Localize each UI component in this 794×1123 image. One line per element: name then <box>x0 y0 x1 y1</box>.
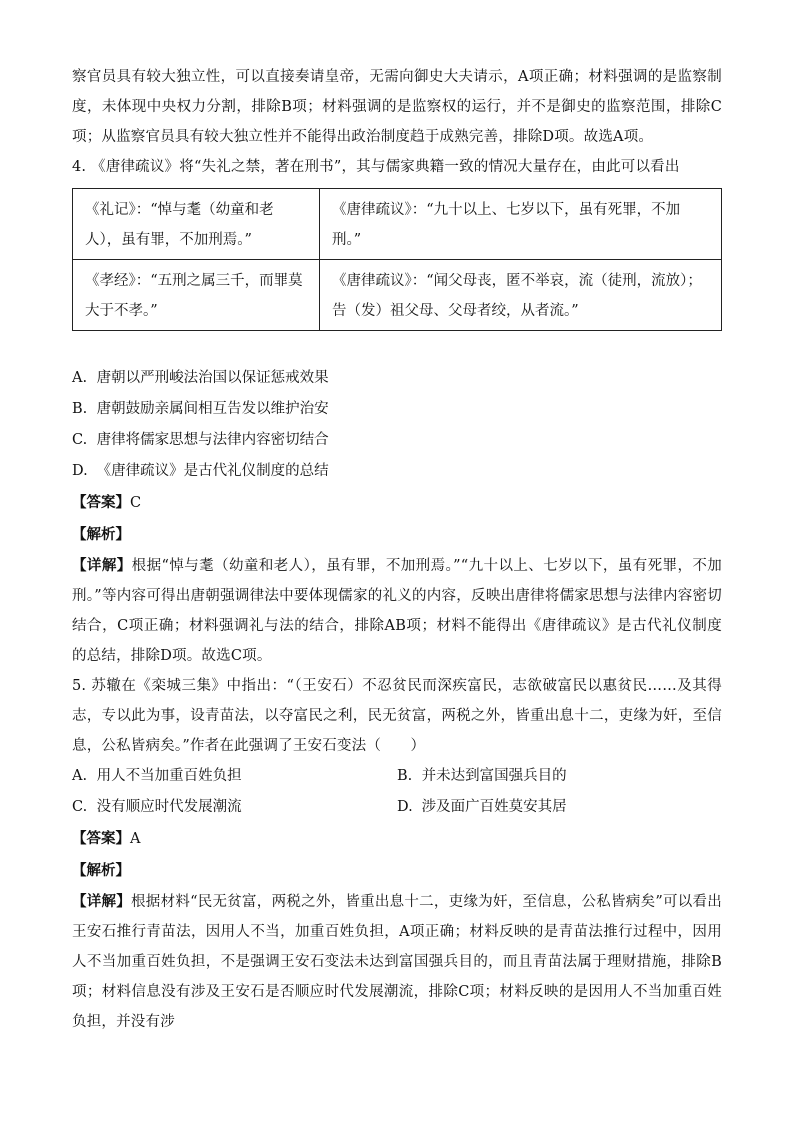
option-label: B. <box>72 401 88 417</box>
q4-answer <box>72 487 722 519</box>
table-cell: 《礼记》：“悼与耄（幼童和老人），虽有罪，不加刑焉。” <box>73 189 320 260</box>
table-cell: 《孝经》：“五刑之属三千，而罪莫大于不孝。” <box>73 260 320 331</box>
table-cell: 《唐律疏议》：“九十以上、七岁以下，虽有死罪，不加刑。” <box>320 189 722 260</box>
option-d <box>72 456 722 487</box>
option-text: 唐朝以严刑峻法治国以保证惩戒效果 <box>96 370 329 386</box>
q4-options <box>72 363 722 487</box>
answer-value: A <box>130 831 141 847</box>
q5-detail <box>72 887 722 1037</box>
option-text: 涉及面广百姓莫安其居 <box>421 799 567 815</box>
option-a <box>72 363 722 394</box>
detail-text: 根据材料“民无贫富，两税之外，皆重出息十二，吏缘为奸，至信息，公私皆病矣”可以看出王安石推行青苗法，因用人不当，加重百姓负担，A项正确；材料反映的是青苗法推行过程中，因用人不当加重百姓负担，不是强调王安石变法未达到富国强兵目的，而且青苗法属于理财措施，排除B项；材料信息没有涉及王安石是否顺应时代发展潮流，排除C项；材料反映的是因用人不当加重百姓负担，并没有涉 <box>72 894 722 1030</box>
table-row <box>73 260 722 331</box>
answer-tag: 【答案】 <box>72 830 130 847</box>
option-text: 没有顺应时代发展潮流 <box>96 799 242 815</box>
answer-tag: 【答案】 <box>72 494 130 511</box>
option-a <box>72 761 397 792</box>
option-label: A. <box>72 768 88 784</box>
q4-stem: 4. 《唐律疏议》将“失礼之禁，著在刑书”，其与儒家典籍一致的情况大量存在，由此可以看出 <box>72 159 680 175</box>
option-label: B. <box>397 768 413 784</box>
option-text: 《唐律疏议》是古代礼仪制度的总结 <box>96 463 329 479</box>
q4-detail <box>72 551 722 671</box>
option-label: D. <box>72 463 88 479</box>
table-row <box>73 189 722 260</box>
option-text: 并未达到富国强兵目的 <box>421 768 567 784</box>
document-page <box>72 62 722 1037</box>
option-text: 唐朝鼓励亲属间相互告发以维护治安 <box>96 401 329 417</box>
option-label: C. <box>72 432 88 448</box>
detail-tag: 【详解】 <box>72 557 132 574</box>
q4-analysis-heading <box>72 519 722 551</box>
answer-value: C <box>130 495 142 511</box>
detail-text: 根据“悼与耄（幼童和老人），虽有罪，不加刑焉。”“九十以上、七岁以下，虽有死罪，不加刑。”等内容可得出唐朝强调律法中要体现儒家的礼义的内容，反映出唐律将儒家思想与法律内容密切结合，C项正确；材料强调礼与法的结合，排除AB项；材料不能得出《唐律疏议》是古代礼仪制度的总结，排除D项。故选C项。 <box>72 558 722 664</box>
q4-material-table <box>72 188 722 331</box>
q5-options <box>72 761 722 823</box>
option-b <box>397 761 722 792</box>
option-label: C. <box>72 799 88 815</box>
analysis-tag: 【解析】 <box>72 526 130 543</box>
option-label: A. <box>72 370 88 386</box>
q5-answer <box>72 823 722 855</box>
option-d <box>397 792 722 823</box>
option-text: 用人不当加重百姓负担 <box>96 768 242 784</box>
option-b <box>72 394 722 425</box>
option-label: D. <box>397 799 413 815</box>
intro-paragraph: 察官员具有较大独立性，可以直接奏请皇帝，无需向御史大夫请示，A项正确；材料强调的是监察制度，未体现中央权力分割，排除B项；材料强调的是监察权的运行，并不是御史的监察范围，排除C项；从监察官员具有较大独立性并不能得出政治制度趋于成熟完善，排除D项。故选A项。 <box>72 69 722 145</box>
table-cell: 《唐律疏议》：“闻父母丧，匿不举哀，流（徒刑，流放）；告（发）祖父母、父母者绞，从者流。” <box>320 260 722 331</box>
analysis-tag: 【解析】 <box>72 862 130 879</box>
option-c <box>72 425 722 456</box>
option-text: 唐律将儒家思想与法律内容密切结合 <box>96 432 329 448</box>
q5-stem: 5. 苏辙在《栾城三集》中指出：“（王安石）不忍贫民而深疾富民，志欲破富民以惠贫民……及其得志，专以此为事，设青苗法，以夺富民之利，民无贫富，两税之外，皆重出息十二，吏缘为奸，至信息，公私皆病矣。”作者在此强调了王安石变法（ ） <box>72 678 722 754</box>
detail-tag: 【详解】 <box>72 893 132 910</box>
q5-analysis-heading <box>72 855 722 887</box>
option-c <box>72 792 397 823</box>
